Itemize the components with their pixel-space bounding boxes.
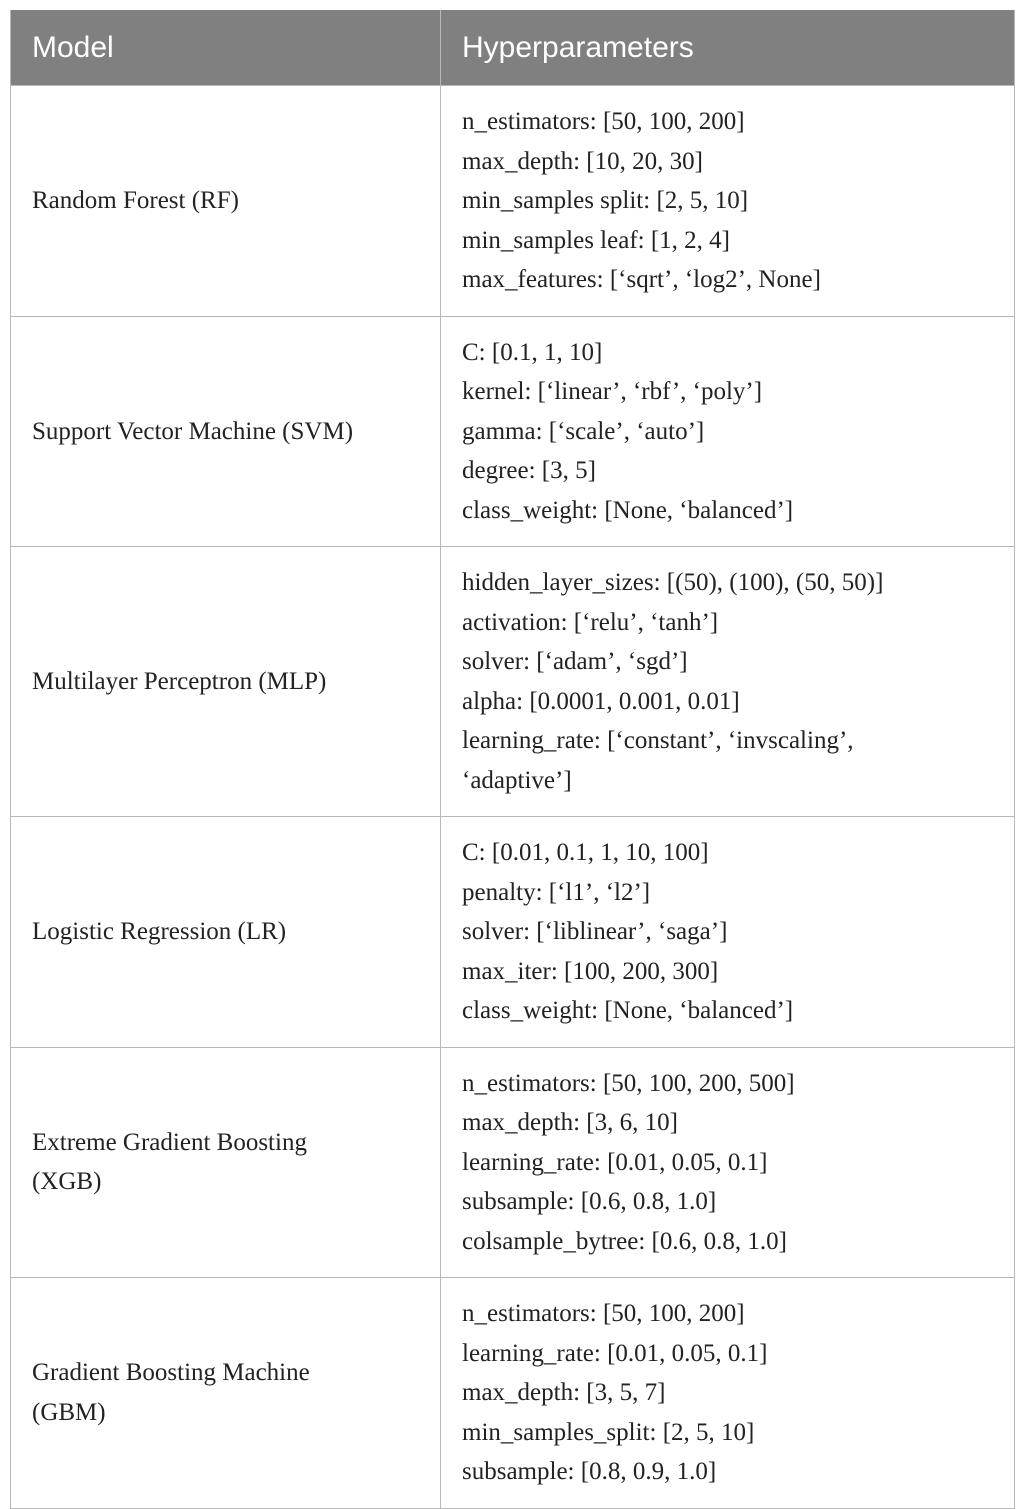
hyperparameter-line: min_samples leaf: [1, 2, 4] [462,226,730,254]
hyperparameter-line: max_depth: [3, 5, 7] [462,1379,666,1406]
hyperparameter-line: activation: [‘relu’, ‘tanh’] [462,608,719,636]
hyperparameter-line: solver: [‘liblinear’, ‘saga’] [462,918,728,945]
hyperparameters-cell [441,1278,1015,1509]
hyperparameter-line: C: [0.01, 0.1, 1, 10, 100] [462,839,709,866]
hyperparameter-line: learning_rate: [0.01, 0.05, 0.1] [462,1148,768,1176]
hyperparameters-cell [441,86,1015,317]
model-cell [11,1278,441,1509]
hyperparameter-line: gamma: [‘scale’, ‘auto’] [462,417,705,445]
hyperparameter-line: C: [0.1, 1, 10] [462,338,603,366]
hyperparameter-line: penalty: [‘l1’, ‘l2’] [462,878,651,906]
hyperparameters-cell [441,316,1015,547]
hyperparameter-line: class_weight: [None, ‘balanced’] [462,997,794,1024]
hyperparameter-line: learning_rate: [‘constant’, ‘invscaling’, [462,727,854,754]
table-row [11,316,1015,547]
model-cell: Multilayer Perceptron (MLP) [11,547,441,817]
header-model: Model [11,10,441,86]
model-cell: Support Vector Machine (SVM) [11,316,441,547]
model-cell: Logistic Regression (LR) [11,817,441,1048]
hyperparameter-line: ‘adaptive’] [462,766,572,794]
hyperparameter-line: n_estimators: [50, 100, 200] [462,1300,745,1327]
hyperparameter-line: min_samples split: [2, 5, 10] [462,187,749,214]
model-name-line: Extreme Gradient Boosting [32,1128,307,1156]
hyperparameter-line: subsample: [0.8, 0.9, 1.0] [462,1458,717,1485]
hyperparameter-line: learning_rate: [0.01, 0.05, 0.1] [462,1339,768,1367]
header-row [11,10,1015,86]
model-name-line: (XGB) [32,1168,102,1196]
hyperparameter-table [10,10,1015,1509]
hyperparameter-line: n_estimators: [50, 100, 200] [462,108,745,135]
table-row [11,817,1015,1048]
hyperparameter-line: kernel: [‘linear’, ‘rbf’, ‘poly’] [462,378,763,405]
model-name-line: (GBM) [32,1398,106,1426]
hyperparameter-line: max_depth: [3, 6, 10] [462,1109,678,1136]
hyperparameters-cell [441,1047,1015,1278]
hyperparameter-line: max_iter: [100, 200, 300] [462,957,719,985]
model-cell: Random Forest (RF) [11,86,441,317]
header-hyperparameters: Hyperparameters [441,10,1015,86]
hyperparameter-line: max_features: [‘sqrt’, ‘log2’, None] [462,266,821,293]
hyperparameter-line: solver: [‘adam’, ‘sgd’] [462,648,688,675]
hyperparameter-line: max_depth: [10, 20, 30] [462,147,703,175]
model-name-line: Gradient Boosting Machine [32,1359,310,1387]
hyperparameters-cell [441,547,1015,817]
model-cell [11,1047,441,1278]
hyperparameter-line: alpha: [0.0001, 0.001, 0.01] [462,687,740,715]
table-row [11,1047,1015,1278]
hyperparameters-cell [441,817,1015,1048]
hyperparameter-line: n_estimators: [50, 100, 200, 500] [462,1069,795,1097]
table-row [11,1278,1015,1509]
hyperparameter-line: colsample_bytree: [0.6, 0.8, 1.0] [462,1227,787,1255]
table-row [11,547,1015,817]
hyperparameter-line: degree: [3, 5] [462,457,596,484]
hyperparameter-line: min_samples_split: [2, 5, 10] [462,1418,755,1446]
hyperparameter-line: hidden_layer_sizes: [(50), (100), (50, 50)] [462,569,884,596]
table-row [11,86,1015,317]
hyperparameter-line: subsample: [0.6, 0.8, 1.0] [462,1188,717,1215]
hyperparameter-line: class_weight: [None, ‘balanced’] [462,496,794,524]
